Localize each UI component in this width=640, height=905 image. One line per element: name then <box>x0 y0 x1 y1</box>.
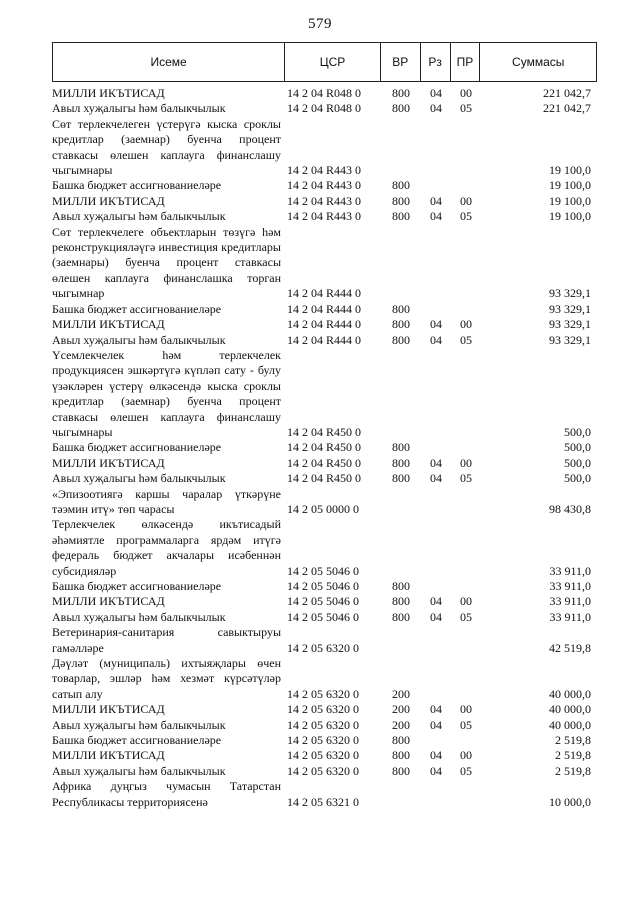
cell-csr: 14 2 05 6320 0 <box>287 640 359 655</box>
cell-vr: 200 <box>392 717 410 732</box>
table-row <box>52 101 597 116</box>
cell-csr: 14 2 05 5046 0 <box>287 594 359 609</box>
table-row <box>52 487 597 518</box>
cell-sum: 33 911,0 <box>549 594 591 609</box>
table-row <box>52 333 597 348</box>
cell-csr: 14 2 04 R048 0 <box>287 86 362 100</box>
cell-sum: 19 100,0 <box>549 209 591 224</box>
cell-name: Авыл хуҗалыгы һәм балыкчылык <box>52 209 226 224</box>
cell-csr: 14 2 04 R450 0 <box>287 455 362 470</box>
cell-csr: 14 2 05 6320 0 <box>287 763 359 778</box>
cell-sum: 33 911,0 <box>549 563 591 578</box>
cell-sum: 221 042,7 <box>543 86 591 100</box>
cell-vr: 800 <box>392 733 410 748</box>
table-row <box>52 194 597 209</box>
cell-sum: 10 000,0 <box>549 794 591 809</box>
cell-sum: 40 000,0 <box>549 717 591 732</box>
cell-pr: 00 <box>460 455 472 470</box>
table-row <box>52 625 597 656</box>
cell-rz: 04 <box>430 332 442 347</box>
cell-pr: 00 <box>460 317 472 332</box>
cell-pr: 00 <box>460 702 472 717</box>
cell-sum: 19 100,0 <box>549 193 591 208</box>
table-row <box>52 471 597 486</box>
table-row <box>52 440 597 455</box>
header-vr: ВР <box>381 43 421 81</box>
header-rz: Рз <box>421 43 451 81</box>
cell-sum: 98 430,8 <box>549 501 591 516</box>
cell-vr: 800 <box>392 193 410 208</box>
cell-sum: 42 519,8 <box>549 640 591 655</box>
table-row <box>52 656 597 702</box>
table-row <box>52 86 597 101</box>
cell-sum: 500,0 <box>564 455 591 470</box>
cell-csr: 14 2 04 R443 0 <box>287 193 362 208</box>
table-row <box>52 702 597 717</box>
cell-pr: 05 <box>460 609 472 624</box>
cell-vr: 800 <box>392 455 410 470</box>
cell-vr: 800 <box>392 301 410 316</box>
cell-name: Авыл хуҗалыгы һәм балыкчылык <box>52 332 226 347</box>
cell-pr: 00 <box>460 86 472 100</box>
cell-rz: 04 <box>430 763 442 778</box>
cell-rz: 04 <box>430 86 442 100</box>
table-row <box>52 779 597 810</box>
cell-csr: 14 2 04 R450 0 <box>287 440 362 455</box>
cell-vr: 800 <box>392 471 410 486</box>
cell-csr: 14 2 05 5046 0 <box>287 609 359 624</box>
cell-pr: 00 <box>460 748 472 763</box>
cell-name: Африка дуңгыз чумасын Татарстан Республикасы территориясенә <box>52 779 281 809</box>
cell-rz: 04 <box>430 455 442 470</box>
cell-name: МИЛЛИ ИКЪТИСАД <box>52 86 165 100</box>
cell-csr: 14 2 04 R450 0 <box>287 471 362 486</box>
budget-table-body <box>52 86 597 810</box>
cell-name: Авыл хуҗалыгы һәм балыкчылык <box>52 609 226 624</box>
cell-csr: 14 2 04 R443 0 <box>287 163 362 178</box>
table-row <box>52 178 597 193</box>
cell-name: «Эпизоотиягә каршы чаралар үткәрүне тәэмин итү» төп чарасы <box>52 486 281 516</box>
cell-sum: 33 911,0 <box>549 579 591 593</box>
cell-pr: 00 <box>460 193 472 208</box>
cell-name: Ветеринария-санитария савыктыруы гамәлләре <box>52 625 281 655</box>
cell-rz: 04 <box>430 317 442 332</box>
table-row <box>52 748 597 763</box>
cell-sum: 500,0 <box>564 440 591 455</box>
cell-pr: 05 <box>460 471 472 486</box>
cell-pr: 05 <box>460 717 472 732</box>
cell-sum: 93 329,1 <box>549 301 591 316</box>
cell-sum: 2 519,8 <box>555 748 591 763</box>
cell-rz: 04 <box>430 702 442 717</box>
cell-sum: 19 100,0 <box>549 178 591 193</box>
cell-vr: 200 <box>392 686 410 701</box>
cell-name: Сөт терлекчелеген үстерүгә кыска сроклы кредитлар (заемнар) буенча процент ставкасы өлешен каплауга финанслашу чыгымнары <box>52 116 281 178</box>
cell-name: Башка бюджет ассигнованиеләре <box>52 579 222 593</box>
cell-vr: 800 <box>392 101 410 116</box>
cell-name: МИЛЛИ ИКЪТИСАД <box>52 455 165 470</box>
table-header <box>52 42 597 82</box>
cell-rz: 04 <box>430 717 442 732</box>
cell-name: Башка бюджет ассигнованиеләре <box>52 440 222 455</box>
cell-rz: 04 <box>430 193 442 208</box>
cell-pr: 00 <box>460 594 472 609</box>
cell-name: Авыл хуҗалыгы һәм балыкчылык <box>52 101 226 116</box>
cell-sum: 2 519,8 <box>555 763 591 778</box>
table-row <box>52 456 597 471</box>
cell-name: Башка бюджет ассигнованиеләре <box>52 178 222 193</box>
header-name: Исеме <box>53 43 285 81</box>
cell-name: Авыл хуҗалыгы һәм балыкчылык <box>52 717 226 732</box>
table-row <box>52 348 597 440</box>
cell-sum: 40 000,0 <box>549 702 591 717</box>
cell-name: Авыл хуҗалыгы һәм балыкчылык <box>52 763 226 778</box>
cell-vr: 800 <box>392 86 410 100</box>
cell-vr: 800 <box>392 440 410 455</box>
table-row <box>52 610 597 625</box>
cell-csr: 14 2 05 0000 0 <box>287 501 359 516</box>
cell-rz: 04 <box>430 748 442 763</box>
header-csr: ЦСР <box>285 43 381 81</box>
cell-rz: 04 <box>430 609 442 624</box>
cell-name: Дәүләт (муниципаль) ихтыяҗлары өчен товарлар, эшләр һәм хезмәт күрсәтүләр сатып алу <box>52 656 281 701</box>
table-row <box>52 209 597 224</box>
cell-vr: 800 <box>392 317 410 332</box>
cell-sum: 221 042,7 <box>543 101 591 116</box>
cell-name: МИЛЛИ ИКЪТИСАД <box>52 317 165 332</box>
cell-name: Үсемлекчелек һәм терлекчелек продукциясен эшкәртүгә күпләп сату - булу үзәкләрен үстерү өлкәсендә кыска сроклы кредитлар (заемнар) буенча процент ставкасы өлешен каплауга финанслашу чыгымнары <box>52 347 281 439</box>
cell-vr: 800 <box>392 332 410 347</box>
cell-csr: 14 2 04 R450 0 <box>287 424 362 439</box>
cell-name: МИЛЛИ ИКЪТИСАД <box>52 594 165 609</box>
table-row <box>52 718 597 733</box>
cell-csr: 14 2 04 R443 0 <box>287 178 362 193</box>
header-pr: ПР <box>451 43 481 81</box>
cell-csr: 14 2 04 R443 0 <box>287 209 362 224</box>
cell-name: МИЛЛИ ИКЪТИСАД <box>52 193 165 208</box>
cell-csr: 14 2 05 5046 0 <box>287 563 359 578</box>
cell-csr: 14 2 05 6320 0 <box>287 748 359 763</box>
cell-pr: 05 <box>460 332 472 347</box>
cell-name: Башка бюджет ассигнованиеләре <box>52 301 222 316</box>
cell-vr: 800 <box>392 594 410 609</box>
cell-sum: 2 519,8 <box>555 733 591 748</box>
cell-csr: 14 2 05 6320 0 <box>287 686 359 701</box>
table-row <box>52 302 597 317</box>
cell-vr: 800 <box>392 609 410 624</box>
cell-name: МИЛЛИ ИКЪТИСАД <box>52 702 165 717</box>
cell-name: МИЛЛИ ИКЪТИСАД <box>52 748 165 763</box>
cell-vr: 800 <box>392 178 410 193</box>
cell-sum: 40 000,0 <box>549 686 591 701</box>
cell-sum: 33 911,0 <box>549 609 591 624</box>
cell-csr: 14 2 05 6321 0 <box>287 794 359 809</box>
page-number: 579 <box>308 16 332 32</box>
cell-csr: 14 2 05 6320 0 <box>287 733 359 748</box>
cell-rz: 04 <box>430 594 442 609</box>
cell-csr: 14 2 05 6320 0 <box>287 717 359 732</box>
cell-name: Терлекчелек өлкәсендә икътисадый әһәмиятле программаларга ярдәм итүгә федераль бюджет акчалары исәбеннән субсидияләр <box>52 517 281 578</box>
cell-pr: 05 <box>460 209 472 224</box>
cell-rz: 04 <box>430 209 442 224</box>
table-row <box>52 764 597 779</box>
cell-sum: 500,0 <box>564 471 591 486</box>
cell-rz: 04 <box>430 471 442 486</box>
cell-sum: 500,0 <box>564 424 591 439</box>
cell-vr: 200 <box>392 702 410 717</box>
cell-pr: 05 <box>460 101 472 116</box>
cell-sum: 93 329,1 <box>549 332 591 347</box>
cell-csr: 14 2 05 6320 0 <box>287 702 359 717</box>
table-row <box>52 579 597 594</box>
table-row <box>52 517 597 579</box>
cell-sum: 19 100,0 <box>549 163 591 178</box>
cell-name: Сөт терлекчелеге объектларын төзүгә һәм реконструкцияләүгә инвестиция кредитлары (заемнары) буенча процент ставкасы өлешен каплауга финанслашка торган чыгымнар <box>52 224 281 301</box>
cell-csr: 14 2 04 R048 0 <box>287 101 362 116</box>
cell-name: Башка бюджет ассигнованиеләре <box>52 733 222 748</box>
table-row <box>52 733 597 748</box>
cell-csr: 14 2 05 5046 0 <box>287 579 359 593</box>
cell-name: Авыл хуҗалыгы һәм балыкчылык <box>52 471 226 486</box>
cell-csr: 14 2 04 R444 0 <box>287 332 362 347</box>
cell-pr: 05 <box>460 763 472 778</box>
cell-rz: 04 <box>430 101 442 116</box>
header-sum: Суммасы <box>512 55 565 69</box>
table-row <box>52 117 597 179</box>
cell-sum: 93 329,1 <box>549 317 591 332</box>
cell-vr: 800 <box>392 579 410 593</box>
cell-vr: 800 <box>392 748 410 763</box>
cell-vr: 800 <box>392 209 410 224</box>
table-row <box>52 317 597 332</box>
cell-csr: 14 2 04 R444 0 <box>287 317 362 332</box>
cell-sum: 93 329,1 <box>549 286 591 301</box>
cell-csr: 14 2 04 R444 0 <box>287 301 362 316</box>
table-row <box>52 594 597 609</box>
cell-csr: 14 2 04 R444 0 <box>287 286 362 301</box>
table-row <box>52 225 597 302</box>
cell-vr: 800 <box>392 763 410 778</box>
